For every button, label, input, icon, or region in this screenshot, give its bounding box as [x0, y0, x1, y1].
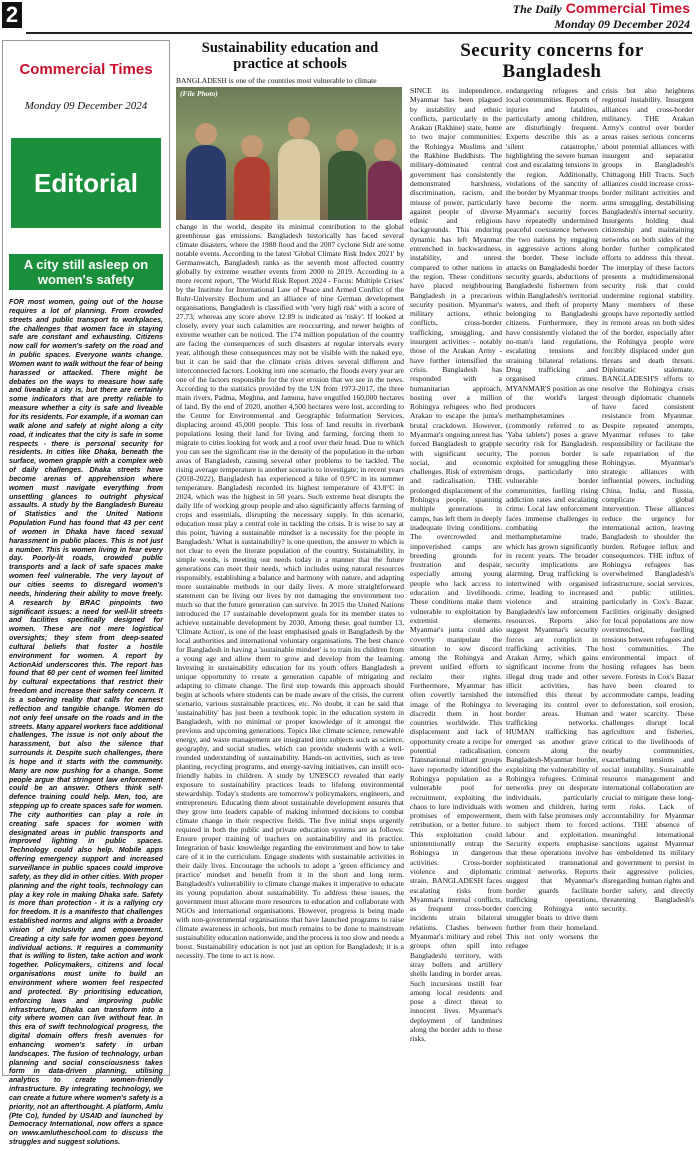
- article-column-2: [506, 86, 598, 1076]
- top-divider: [26, 32, 692, 34]
- editorial-body: [3, 294, 169, 1151]
- article-column-3: [602, 86, 694, 1076]
- photo-figure-head: [374, 139, 396, 161]
- page-number: 2: [2, 2, 22, 28]
- editorial-badge-label: Editorial: [33, 167, 138, 198]
- photo-figure-head: [195, 123, 217, 145]
- photo-caption: (File Photo): [180, 89, 218, 98]
- column-text: crisis but also heightens regional instability. Insurgent alliances and cross-border militancy. THE Arakan Army's control over border areas raises serious concerns about potential alliances with insurgent and separatist groups in Bangladesh's Chittagong Hill Tracts. Such alliances could increase cross-border militant activities and arms smuggling, destabilising Bangladesh's internal security. Insurgents holding dual citizenship and maintaining networks on both sides of the border further complicated efforts to address this threat. The interplay of these factors presents a multidimensional security risk that could undermine regional stability. Many members of these groups have reportedly settled in remote areas on both sides of the border, especially after the Rohingya people were forcibly displaced under gun threats and death threats. Diplomatic stalemate. BANGLADESH'S efforts to resolve the Rohingya crisis through diplomatic channels have faced consistent resistance from Myanmar. Despite repeated attempts, Myanmar refuses to take responsibility or facilitate the safe repatriation of the Rohingyas. Myanmar's strategic alliances with influential powers, including China, India, and Russia, complicate global intervention. These alliances reduce the urgency for international action, leaving Bangladesh to shoulder the burden. Refugee influx and consequences. THE influx of Rohingya refugees has overwhelmed Bangladesh's infrastructure, social services, and public utilities, particularly in Cox's Bazar. Facilities originally designed for local populations are now overstretched, fuelling tensions between refugees and host communities. The environmental impact of hosting refugees has been severe. Forests in Cox's Bazar have been cleared to accommodate camps, leading to deforestation, soil erosion, and water scarcity. These challenges disrupt local agriculture and fisheries, critical to the livelihoods of nearby communities, exacerbating tensions and social instability. Sustainable resource management and international collaboration are crucial to mitigate these long-term risks. Lack of accountability for Myanmar actions. THE absence of meaningful international sanctions against Myanmar has emboldened its military and government to persist in their aggressive policies, disregarding human rights and border safety, and directly threatening Bangladesh's security.: [602, 86, 694, 914]
- photo-figure: [368, 161, 402, 220]
- photo-figure-head: [288, 117, 310, 139]
- article-title: Sustainability education and practice at schools: [201, 40, 379, 72]
- masthead: [513, 0, 690, 32]
- photo-figure-head: [336, 129, 358, 151]
- editorial-badge: [11, 138, 161, 228]
- sustainability-article: [176, 40, 404, 960]
- sidebar-logo: Commercial Times: [19, 61, 153, 78]
- photo-figure-head: [241, 135, 263, 157]
- security-article: [410, 86, 694, 1076]
- photo-figure: [186, 145, 226, 220]
- masthead-brand: Commercial Times: [565, 0, 690, 16]
- masthead-date: Monday 09 December 2024: [554, 17, 690, 31]
- masthead-the: The Daily: [512, 2, 562, 16]
- security-article-title: Security concerns for Bangladesh: [460, 40, 644, 82]
- article-lead: BANGLADESH is one of the countries most vulnerable to climate: [176, 76, 377, 85]
- editorial-sidebar: [2, 40, 170, 1147]
- editorial-body-text: FOR most women, going out of the house requires a lot of planning. From crowded streets and public transport to workplaces, the challenges that women face in staying safe are constant and exhausting. Citizens now call for women's safety on the road and in public spaces. Everyone wants change. Women want to walk without the fear of being harassed or attacked. There might be debates on the ways to measure how safe and liveable a city is, but there are certainly some indicators that are pretty reliable to measure whether a city is safe and liveable for its residents. For example, if a woman can walk alone and safely at night along a city road, it indicates that the city is safe in some respects - there is personal security for residents. In cities like Dhaka, beneath the surface, women grapple with a complex web of daily challenges. Dhaka streets have become arenas of apprehension where women must navigate everything from unsettling glances to outright physical assaults. A study by the Bangladesh Bureau of Statistics and the United Nations Population Fund has found that 43 per cent of women in Dhaka have faced sexual harassment in public places. This is not just a number. This is women living in fear every day. Poorly-lit roads, crowded public transports and a lack of safe spaces make women feel vulnerable. The very layout of our cities seems to disregard women's needs, hindering their ability to move freely. A research by BRAC pinpoints two significant issues: a need for well-lit streets and facilities specifically designed for women. These are not mere logistical oversights; they stem from deep-seated cultural beliefs that foster a hostile environment for women. A report by ActionAid underscores this. The report has found that 60 per cent of women feel limited by cultural expectations that restrict their freedom and increase their safety concern. It is a sobering reality that calls for earnest reflection and tangible change. Women do not only feel unsafe on the roads and in the streets. Many apparel workers face additional challenges. The issue is not only about the harassment, but also the silence that surrounds it. Despite such challenges, there is hope and it starts with the community. Many are now pushing for a change. Some people argue that stringent law enforcement could be an answer. Others think self-defence training could help. Men, too, are stepping up to create spaces safe for women. The city authorities can play a role in creating safe spaces for women with designated areas in public transports and improved lighting in public spaces. Technology could also help. Mobile apps offering emergency support and increased surveillance in public spaces could improve safety, as they did in other cities. With proper planning and the right tools, technology can play a key role in making Dhaka safe. Safety is more than protection - it is a rallying cry for freedom. It is a manifesto that challenges established norms and aligns with a broader vision of inclusivity and empowerment. Creating a city safe for women goes beyond individual actions. It requires a community that is willing to listen, take action and work together. Policymakers, citizens and local organisations must unite to build an environment where women feel respected and protected. By prioritising education, enforcing laws and improving public infrastructure, Dhaka can transform into a city where women can live without fear. In this era of swift technological progress, the digital domain offers fresh avenues for enhancing women's safety in urban landscapes. The fusion of technology, urban planning and social consciousness takes form in data-driven planning, utilising analytics to create women-friendly infrastructure. By integrating technology, we can create a future where women's safety is a priority, not an afterthought. A platform, Amlu (Pte Co), funded by USAID and launched by Democracy International, now offers a space on www.amlutheschool.com to discuss the struggles and suggest solutions.: [9, 298, 163, 1147]
- article-photo: [176, 87, 402, 220]
- photo-figure: [328, 151, 366, 220]
- editorial-headline: A city still asleep on women's safety: [9, 254, 163, 290]
- article-body: change in the world, despite its minimal contribution to the global greenhouse gas emissions. Bangladesh historically has faced several climate disasters, where the 1988 flood and the 2007 cyclone Sidr are some notable events. According to the latest 'Global Climate Risk Index 2021' by Germanwatch, Bangladesh ranks as the seventh most affected country globally by extreme weather events from 2000 to 2019. According to a more recent report, 'The World Risk Report 2024 - Focus: Multiple Crises' by the Institute for International Law of Peace and Armed Conflict of the Ruhr-University Bochum and an alliance of nine German development organisations, Bangladesh is classified with 'very high risk' with a score of 27.73; whereas any score above 12.89 is indicated as 'risky'. If looked at closely, every year such calamities are reoccurring, and newer heights of extreme weather can be noticed. The 174 million population of the country are facing the consequences of such disasters at regular intervals every year, although these consequences may not be visible with the naked eye, but it can be said that the climate crisis drives several different and interconnected factors. Looking into one scenario, the floods every year are one of the factors responsible for the river erosion that we see in the news. According to the statistics provided by the UN from 1973-2017, the three main rivers, Padma, Meghna, and Jamuna, have engulfed 160,000 hectares of land. By the end of 2020, another 4,500 hectares were lost, according to the Centre for Environmental and Geographic Information Services, displacing around 45,000 people. This loss of land results in riverbank populations losing their land for living and farming, forcing them to migrate to cities looking for work and a roof over their head. Due to which you can see the significant rise in the density of the population in the urban areas of Bangladesh, causing several other problems to be tackled. The rising average temperature is another scenario to investigate; in recent years (2018-2022), Bangladesh has experienced a hike of 0.9°C in its summer temperature. Bangladesh recorded its highest temperature of 43.8°C in 2024, which was the highest in 50 years. Such extreme heat disrupts the daily life of working group people and also significantly affects farming of crops and essentials, disrupting the necessary supply. In this scenario, education must play a central role in tackling the crisis. It is wise to say at this point, 'having a sustainable mindset is a necessity for the people in Bangladesh.' What is sustainability? is one question, the answer to which is not clear to even the literate population of the country. Sustainability, in simple words, is meeting our needs today in a manner that the future generations can meet their needs, which includes using natural resources responsibly, establishing a balance and harmony with nature, and adapting more sustainable methods in our daily lives. A more straightforward statement can be living our lives by not damaging the environment too much so that the future generation can survive. In 2015 the United Nations introduced the 17 sustainable development goals for its member states to achieve sustainable development by 2030. Among these, goal number 13, 'Climate Action', is one of the least emphasised goals in Bangladesh by the local authorities and international voluntary organisations. The best chance for Bangladesh in having a 'sustainable mindset' is to train its children from a young age and allow them to grow and develop from the learning. Investing in sustainability education for its youth offers Bangladesh a unique opportunity to create a generation capable of mitigating and adapting to climate change. The first step towards this approach should begin at schools where students can be made aware of the crisis, the current scenario, various sustainable practices, etc. No doubt, it can be said that 'sustainability' has just been a textbook topic in the education system in Bangladesh, with no minimal or proper knowledge of it amongst the previous and upcoming generations. Topics like climate science, renewable energy, and waste management are integrated into subjects such as science, geography, and social studies, which can provide students with a well-rounded understanding of sustainability. Hands-on activities, such as tree planting, recycling programs, and energy-saving initiatives, can instill eco-friendly habits in children. A study by UNESCO revealed that early exposure to sustainability practices leads to lifelong environmental stewardship. Today's students are tomorrow's policymakers, engineers, and entrepreneurs. Educating them about sustainable development ensures that they grow into leaders capable of making informed decisions to combat climate change in their respective fields. The five initial steps urgently required in both the public and private education systems are as follows: Ensure proper training of teachers on sustainability and its practice. Integration of basic knowledge regarding the environment and how to take care of it in the curriculum. Engage students with sustainable activities in their daily lives. Encourage the schools to adopt a 'green efficiency and practice' mindset and benefit from it in the short and long term. Bangladesh's vulnerability to climate change makes it imperative to educate its young population about sustainability. To address these issues, the government must allocate more resources to education and collaborate with NGOs and international organisations. However, progress is being made with non-governmental organisations that have launched programs to raise climate awareness in schools, but much remains to be done to mainstream sustainability education nationwide, and the process is too slow and needs a boost. Sustainability education is not just an option for Bangladesh; it is a necessity. The time to act is now.: [176, 222, 404, 960]
- column-text: SINCE its independence, Myanmar has been plagued by instability and ethnic conflicts, particularly in the Arakan (Rakhine) state, home to two major communities: the Rohingya Muslims and the Rakhine Buddhists. The military-dominated central government has consistently demonstrated harshness, discrimination, racism, and misuse of power, particularly against people of diverse ethnic and religious backgrounds. This enduring dynamic has left Myanmar entrenched in backwardness, instability, and unrest compared to other nations in the region. These conditions have placed neighbouring Bangladesh in a precarious security position. Myanmar's military actions, ethnic conflicts, cross-border trafficking, smuggling, and insurgent activities - notably those of the Arakan Army - have further intensified the crisis. Bangladesh has responded with a humanitarian approach, hosting over a million Rohingya refugees who fled Arakan to escape the junta's brutal crackdown. However, Myanmar's ongoing unrest has forced Bangladesh to grapple with significant security, social, and economic challenges. Risk of extremism and radicalisation. THE prolonged displacement of the Rohingya people, spanning multiple generations in camps, has left them in deeply inadequate living conditions. The overcrowded and impoverished camps are breeding grounds for frustration and despair, especially among young people who lack access to education and livelihoods. These conditions make them vulnerable to exploitation by extremist elements. Myanmar's junta could also covertly manipulate the situation to sow discord among the Rohingya and prevent unified efforts to reclaim their rights. Furthermore, Myanmar has often covertly tarnished the image of the Rohingya to discredit them in host countries worldwide. This displacement and lack of opportunity create a recipe for potential radicalisation. Transnational militant groups have reportedly identified the Rohingya population as a vulnerable pool for recruitment, exploiting the chaos to lure individuals with promises of empowerment, retribution, or a better future. This exploitation could unintentionally entrap the Rohingya in dangerous activities. Cross-border violence and diplomatic strain. BANGLADESH faces escalating risks from Myanmar's internal conflicts, as frequent cross-border incidents strain bilateral relations. Clashes between Myanmar's military and rebel groups often spill into Bangladeshi territory, with stray bullets and artillery shells landing in border areas. Such incursions instill fear among local residents and pose a direct threat to innocent lives. Myanmar's deployment of landmines along the border adds to these risks,: [410, 86, 502, 1044]
- photo-figure: [234, 157, 270, 220]
- article-column-1: [410, 86, 502, 1076]
- sidebar-date: Monday 09 December 2024: [24, 100, 148, 112]
- photo-figure: [278, 139, 320, 220]
- column-text: endangering refugees and local communities. Reports of injuries and fatalities, particularly among children, are disturbingly frequent. Experts describe this as a 'silent catastrophe,' highlighting the severe human cost and escalating tensions in the region. Additionally, violations of the sanctity of the border by Myanmar troops have become the norm. Myanmar's security forces have repeatedly undermined peaceful coexistence between the two nations by engaging in aggressive actions along the border. These include attacks on Bangladeshi border security guards, abductions of Bangladeshi fishermen from within Bangladesh's territorial waters, and theft of property belonging to Bangladeshi citizens. Furthermore, they have consistently violated the no-man's land regulations, escalating tensions and straining bilateral relations. Drug trafficking and organised crimes. MYANMAR'S position as one of the world's largest producers of methamphetamines (commonly referred to as 'Yaba tablets') poses a grave security risk for Bangladesh. The porous border is exploited for smuggling these drugs, particularly into vulnerable border communities, fuelling rising addiction rates and escalating crime. Local law enforcement faces immense challenges in combating the methamphetamine trade, which has grown significantly in recent years. The broader security implications are alarming. Drug trafficking is intertwined with organised crime, leading to increased violence and straining Bangladesh's law enforcement resources. Reports also suggest Myanmar's security forces are complicit in trafficking activities. The Arakan Army, which gains significant income from the illegal drug trade and other illicit activities, has intensified this threat by leveraging its control over border areas. Human trafficking networks. HUMAN trafficking has emerged as another grave concern along the Bangladesh-Myanmar border, exploiting the vulnerability of Rohingya refugees. Criminal networks prey on desperate individuals, particularly women and children, luring them with false promises only to subject them to forced labour and exploitation. Security experts emphasise that these operations involve sophisticated transnational criminal networks. Reports suggest that Myanmar's border guards facilitate trafficking operations, coercing Rohingya onto smuggler boats to drive them further from their homeland. This not only worsens the refugee: [506, 86, 598, 951]
